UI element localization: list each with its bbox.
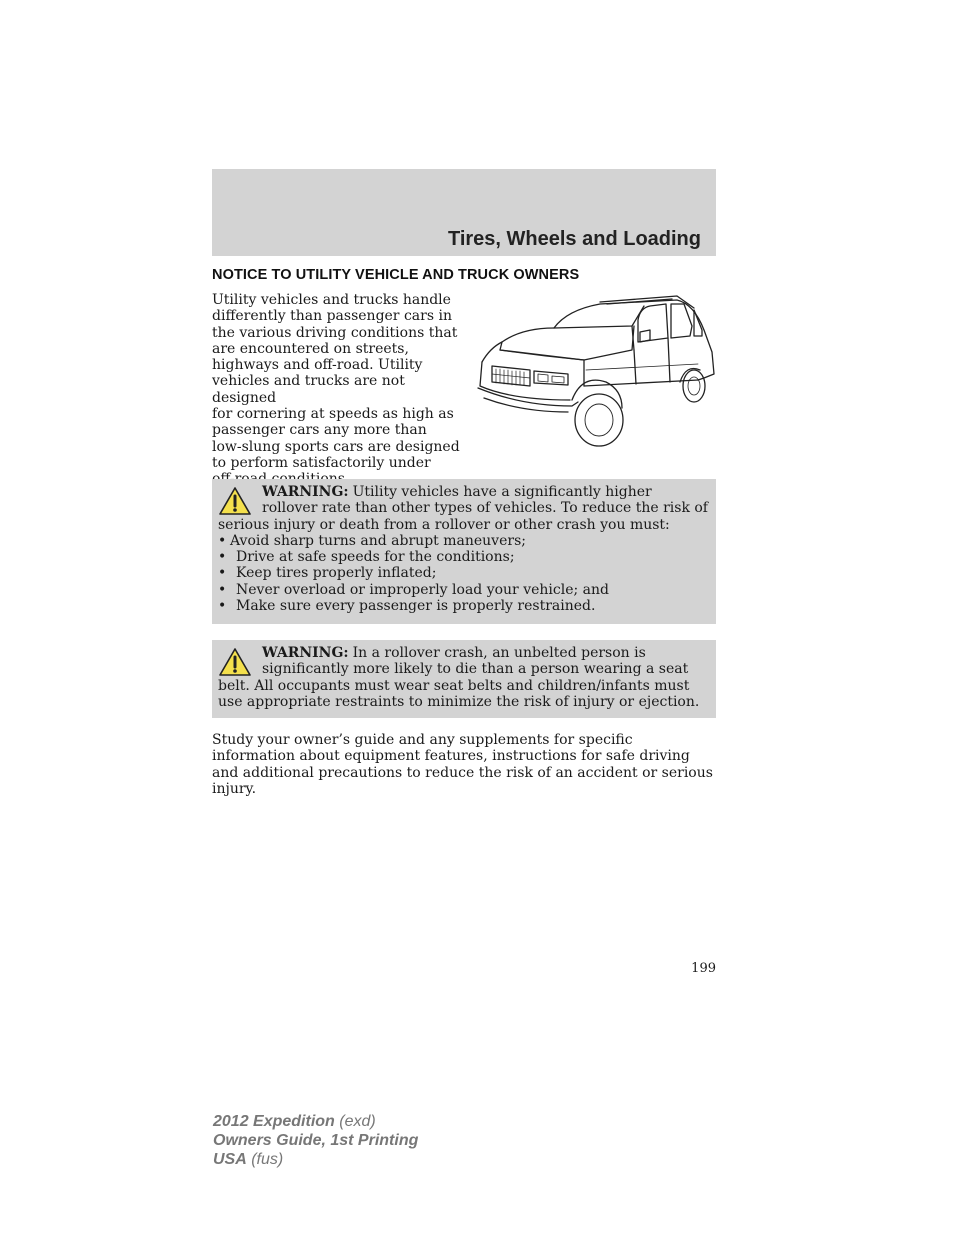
footer-model: 2012 Expedition [213,1113,335,1130]
footer-line-1 [213,1112,418,1131]
warning-body: Utility vehicles have a significantly higher rollover rate than other types of vehicles. To reduce the risk of serious injury or death from a rollover or other crash you must: [218,484,708,533]
footer-line-3 [213,1150,418,1169]
warning-triangle-icon [218,647,252,677]
chapter-header-band [212,169,716,256]
warning-triangle-icon [218,486,252,516]
warning-body: In a rollover crash, an unbelted person is significantly more likely to die than a person wearing a seat belt. All occupants must wear seat belts and children/infants must use appropriate restraints to minimize the risk of injury or ejection. [218,645,700,710]
section-heading: NOTICE TO UTILITY VEHICLE AND TRUCK OWNERS [212,267,580,283]
warning-label: WARNING: [262,645,349,661]
suv-illustration [472,290,720,448]
rollover-warning-box [212,479,716,624]
warning-text [218,484,708,533]
intro-line: are encountered on streets, [212,340,409,357]
closing-paragraph: Study your owner’s guide and any supplements for specific information about equipment features, instructions for safe driving and additional precautions to reduce the risk of an accident or serious injury. [212,732,713,797]
intro-paragraph [212,292,468,488]
chapter-title: Tires, Wheels and Loading [447,228,701,250]
warning-label: WARNING: [262,484,349,500]
warning-list-item: • Avoid sharp turns and abrupt maneuvers; [218,533,708,549]
intro-line: Utility vehicles and trucks handle [212,292,451,308]
intro-line: vehicles and trucks are not designed [212,373,405,406]
intro-line: the various driving conditions that [212,324,458,341]
intro-line: differently than passenger cars in [212,308,452,325]
warning-text [218,645,708,710]
footer-region: USA [213,1151,247,1168]
intro-line: passenger cars any more than [212,422,427,439]
intro-line: highways and off-road. Utility [212,357,423,374]
footer-line-2: Owners Guide, 1st Printing [213,1132,419,1149]
footer-region-code: (fus) [246,1151,284,1168]
document-footer [213,1112,418,1169]
intro-line: to perform satisfactorily under [212,454,431,471]
page-number: 199 [691,961,716,976]
warning-list-item: • Never overload or improperly load your vehicle; and [218,582,708,598]
warning-list-item: • Keep tires properly inflated; [218,565,708,581]
seatbelt-warning-box [212,640,716,718]
intro-line: for cornering at speeds as high as [212,406,454,423]
warning-list-item: • Make sure every passenger is properly restrained. [218,598,708,614]
warning-list [218,533,708,614]
intro-line: low-slung sports cars are designed [212,438,460,455]
warning-list-item: • Drive at safe speeds for the conditions; [218,549,708,565]
footer-model-code: (exd) [334,1113,376,1130]
